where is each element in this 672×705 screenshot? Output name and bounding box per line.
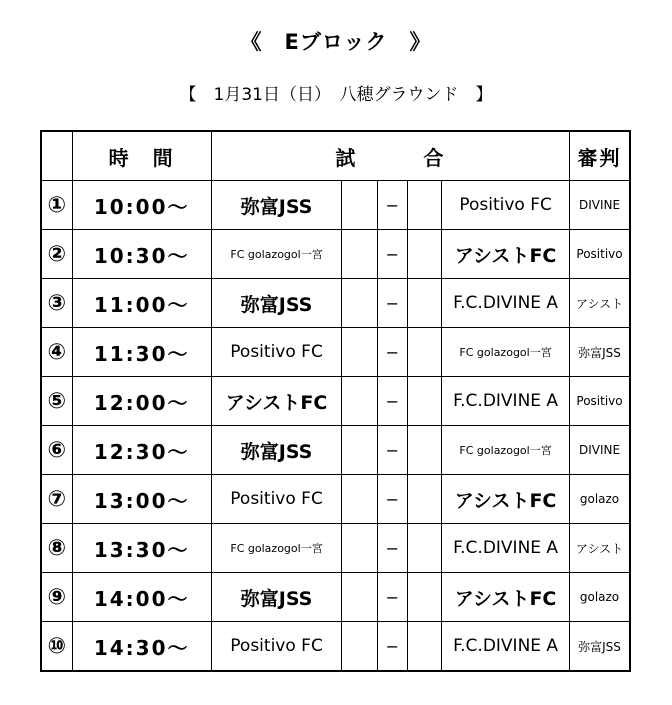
versus-dash: −: [377, 328, 407, 377]
referee-team: アシスト: [570, 524, 630, 573]
away-team: F.C.DIVINE A: [442, 622, 570, 672]
spacer-cell: [342, 328, 377, 377]
match-time: 13:00〜: [72, 475, 211, 524]
home-team: 弥富JSS: [211, 279, 342, 328]
referee-team: Positivo: [570, 230, 630, 279]
home-team: FC golazogol一宮: [211, 230, 342, 279]
header-number: [41, 131, 72, 181]
away-team: アシストFC: [442, 573, 570, 622]
match-number: ⑥: [41, 426, 72, 475]
away-team: Positivo FC: [442, 181, 570, 230]
spacer-cell: [342, 622, 377, 672]
header-time: 時 間: [72, 131, 211, 181]
spacer-cell: [342, 230, 377, 279]
spacer-cell: [342, 279, 377, 328]
referee-team: golazo: [570, 573, 630, 622]
home-team: Positivo FC: [211, 475, 342, 524]
page-subtitle: 【 1月31日（日） 八穂グラウンド 】: [179, 85, 493, 105]
match-number: ①: [41, 181, 72, 230]
spacer-cell: [407, 475, 441, 524]
away-team: F.C.DIVINE A: [442, 279, 570, 328]
table-row: [41, 377, 630, 426]
referee-team: アシスト: [570, 279, 630, 328]
home-team: FC golazogol一宮: [211, 524, 342, 573]
header-match: 試 合: [211, 131, 569, 181]
match-time: 14:30〜: [72, 622, 211, 672]
header-row: [41, 131, 630, 181]
spacer-cell: [407, 573, 441, 622]
home-team: 弥富JSS: [211, 181, 342, 230]
home-team: Positivo FC: [211, 328, 342, 377]
table-row: [41, 181, 630, 230]
match-time: 10:00〜: [72, 181, 211, 230]
match-time: 12:00〜: [72, 377, 211, 426]
match-number: ④: [41, 328, 72, 377]
match-number: ⑦: [41, 475, 72, 524]
spacer-cell: [342, 377, 377, 426]
home-team: 弥富JSS: [211, 573, 342, 622]
away-team: F.C.DIVINE A: [442, 524, 570, 573]
match-number: ⑤: [41, 377, 72, 426]
match-number: ⑨: [41, 573, 72, 622]
away-team: F.C.DIVINE A: [442, 377, 570, 426]
match-number: ③: [41, 279, 72, 328]
versus-dash: −: [377, 524, 407, 573]
match-number: ⑧: [41, 524, 72, 573]
spacer-cell: [342, 181, 377, 230]
spacer-cell: [407, 377, 441, 426]
referee-team: 弥富JSS: [570, 328, 630, 377]
versus-dash: −: [377, 426, 407, 475]
home-team: アシストFC: [211, 377, 342, 426]
referee-team: 弥富JSS: [570, 622, 630, 672]
match-number: ⑩: [41, 622, 72, 672]
versus-dash: −: [377, 573, 407, 622]
referee-team: DIVINE: [570, 181, 630, 230]
table-row: [41, 230, 630, 279]
away-team: アシストFC: [442, 475, 570, 524]
spacer-cell: [407, 426, 441, 475]
table-row: [41, 328, 630, 377]
referee-team: Positivo: [570, 377, 630, 426]
away-team: アシストFC: [442, 230, 570, 279]
match-number: ②: [41, 230, 72, 279]
referee-team: DIVINE: [570, 426, 630, 475]
versus-dash: −: [377, 230, 407, 279]
schedule-table: [40, 130, 631, 672]
page-title: 《 Eブロック 》: [240, 30, 432, 54]
table-row: [41, 524, 630, 573]
spacer-cell: [407, 230, 441, 279]
spacer-cell: [342, 475, 377, 524]
spacer-cell: [407, 524, 441, 573]
table-row: [41, 622, 630, 672]
table-row: [41, 279, 630, 328]
table-row: [41, 475, 630, 524]
spacer-cell: [407, 279, 441, 328]
versus-dash: −: [377, 622, 407, 672]
spacer-cell: [407, 622, 441, 672]
referee-team: golazo: [570, 475, 630, 524]
table-row: [41, 426, 630, 475]
spacer-cell: [407, 181, 441, 230]
match-time: 12:30〜: [72, 426, 211, 475]
spacer-cell: [407, 328, 441, 377]
match-time: 13:30〜: [72, 524, 211, 573]
spacer-cell: [342, 524, 377, 573]
spacer-cell: [342, 426, 377, 475]
match-time: 10:30〜: [72, 230, 211, 279]
table-row: [41, 573, 630, 622]
versus-dash: −: [377, 377, 407, 426]
home-team: 弥富JSS: [211, 426, 342, 475]
header-referee: 審判: [570, 131, 630, 181]
home-team: Positivo FC: [211, 622, 342, 672]
match-time: 11:00〜: [72, 279, 211, 328]
away-team: FC golazogol一宮: [442, 426, 570, 475]
match-time: 11:30〜: [72, 328, 211, 377]
away-team: FC golazogol一宮: [442, 328, 570, 377]
versus-dash: −: [377, 181, 407, 230]
match-time: 14:00〜: [72, 573, 211, 622]
versus-dash: −: [377, 279, 407, 328]
spacer-cell: [342, 573, 377, 622]
versus-dash: −: [377, 475, 407, 524]
